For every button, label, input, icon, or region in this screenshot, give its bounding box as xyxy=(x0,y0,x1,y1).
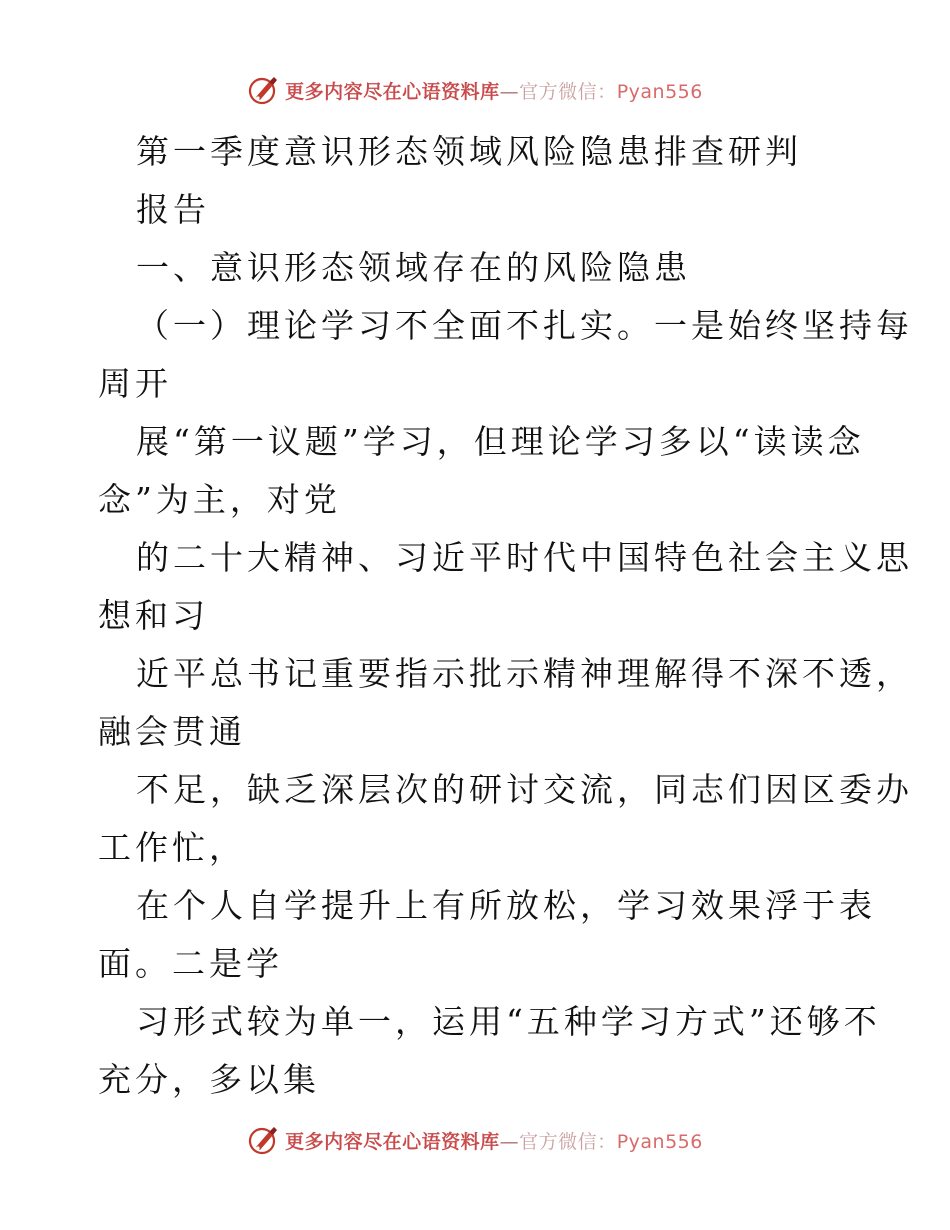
watermark-text: 更多内容尽在心语资料库—官方微信：Pyan556 xyxy=(285,80,703,103)
text-line: 念”为主，对党 xyxy=(98,480,341,519)
text-line: 一、意识形态领域存在的风险隐患 xyxy=(136,248,691,287)
text-line: 面。二是学 xyxy=(98,944,283,983)
watermark-footer xyxy=(0,1120,950,1160)
pen-logo-icon xyxy=(247,73,281,107)
watermark-text: 更多内容尽在心语资料库—官方微信：Pyan556 xyxy=(285,1130,703,1153)
text-line: 展“第一议题”学习，但理论学习多以“读读念 xyxy=(136,422,865,461)
text-line: 在个人自学提升上有所放松，学习效果浮于表 xyxy=(136,886,876,925)
text-line: 融会贯通 xyxy=(98,712,246,751)
text-line: 第一季度意识形态领域风险隐患排查研判 xyxy=(136,132,802,171)
text-line: 周开 xyxy=(98,364,172,403)
text-line: （一）理论学习不全面不扎实。一是始终坚持每 xyxy=(136,306,913,345)
text-line: 近平总书记重要指示批示精神理解得不深不透， xyxy=(136,654,913,693)
text-line: 不足，缺乏深层次的研讨交流，同志们因区委办 xyxy=(136,770,913,809)
text-line: 习形式较为单一，运用“五种学习方式”还够不 xyxy=(136,1002,881,1041)
text-line: 工作忙， xyxy=(98,828,246,867)
text-line: 充分，多以集 xyxy=(98,1060,320,1099)
document-body xyxy=(98,123,913,1109)
text-line: 的二十大精神、习近平时代中国特色社会主义思 xyxy=(136,538,913,577)
text-line: 想和习 xyxy=(98,596,209,635)
pen-logo-icon xyxy=(247,1123,281,1157)
text-line: 报告 xyxy=(136,190,210,229)
watermark-header xyxy=(0,70,950,110)
